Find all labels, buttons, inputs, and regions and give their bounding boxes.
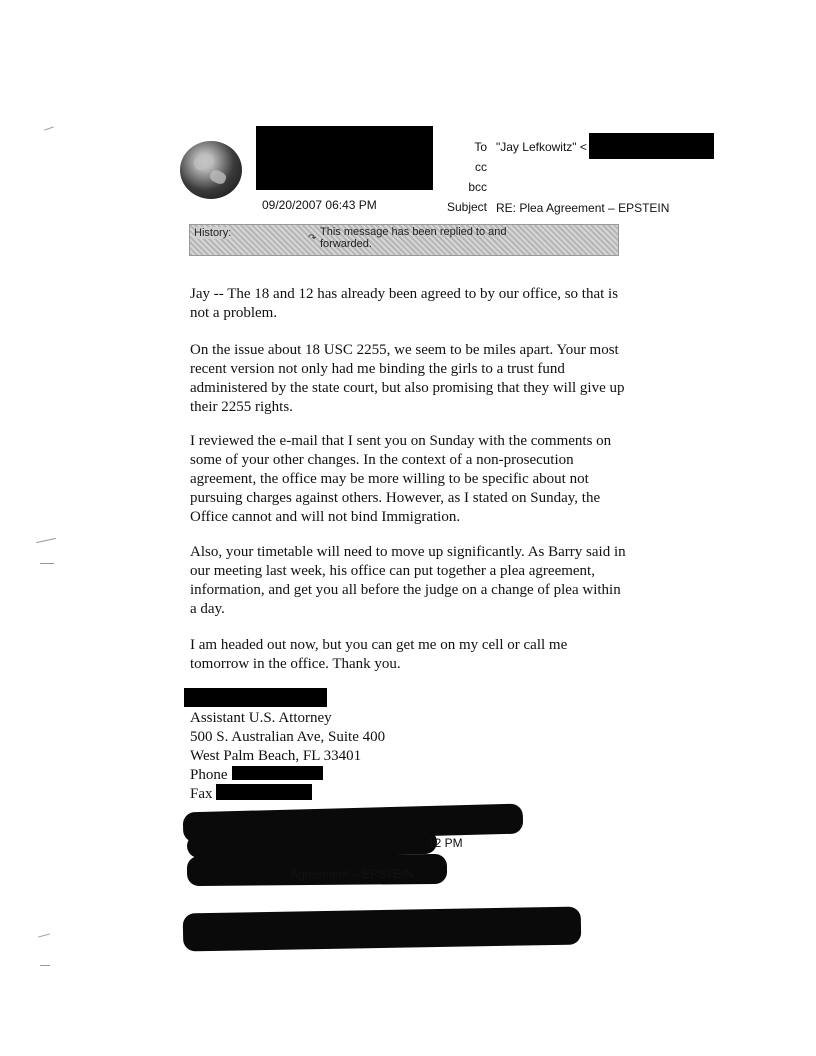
redacted-sender-name bbox=[256, 126, 433, 190]
to-label: To bbox=[474, 140, 487, 154]
bcc-label: bcc bbox=[468, 180, 487, 194]
signature-phone-label: Phone bbox=[190, 767, 228, 783]
body-paragraph-1: Jay -- The 18 and 12 has already been agreed to by our office, so that is not a problem. bbox=[190, 286, 619, 321]
redacted-recipient-email bbox=[589, 133, 714, 159]
sender-avatar bbox=[180, 141, 242, 199]
scan-speck bbox=[36, 538, 56, 543]
body-paragraph-2: On the issue about 18 USC 2255, we seem to be miles apart. Your most recent version not only had me binding the girls to a trust fund administered by the state court, but also promising that they will give up their 2255 rights. bbox=[190, 342, 625, 415]
scan-speck bbox=[38, 933, 50, 937]
email-subject: RE: Plea Agreement – EPSTEIN bbox=[496, 201, 670, 215]
redacted-fax-number bbox=[216, 784, 312, 800]
scan-speck bbox=[40, 563, 54, 564]
partial-visible-time: 12 PM bbox=[428, 836, 463, 850]
redacted-phone-number bbox=[232, 766, 323, 780]
history-label: History: bbox=[194, 227, 232, 239]
to-recipient[interactable]: "Jay Lefkowitz" < bbox=[496, 140, 587, 154]
body-paragraph-5: I am headed out now, but you can get me on my cell or call me tomorrow in the office. Thank you. bbox=[190, 637, 568, 672]
redacted-signature-name bbox=[184, 688, 327, 707]
signature-address-line1: 500 S. Australian Ave, Suite 400 bbox=[190, 729, 386, 745]
signature-address-line2: West Palm Beach, FL 33401 bbox=[190, 748, 362, 764]
scan-speck bbox=[40, 965, 50, 966]
partial-visible-subject: Agreement – EPSTEIN bbox=[290, 867, 414, 881]
signature-fax-label: Fax bbox=[190, 786, 213, 802]
scan-speck bbox=[44, 126, 54, 130]
signature-title: Assistant U.S. Attorney bbox=[190, 710, 332, 726]
body-paragraph-3: I reviewed the e-mail that I sent you on Sunday with the comments on some of your other changes. In the context of a non-prosecution agreement, the office may be more willing to be specific about not pursuing charges against others. However, as I stated on Sunday, the Office cannot and will not bind Immigration. bbox=[190, 433, 612, 525]
email-date: 09/20/2007 06:43 PM bbox=[262, 198, 377, 212]
reply-forward-icon: ↷ bbox=[308, 233, 317, 244]
body-paragraph-4: Also, your timetable will need to move up significantly. As Barry said in our meeting last week, his office can put together a plea agreement, information, and get you all before the judge on a change of plea within a day. bbox=[190, 544, 626, 617]
marker-redaction-4 bbox=[183, 907, 582, 952]
cc-label: cc bbox=[475, 160, 487, 174]
subject-label: Subject bbox=[446, 200, 487, 214]
history-message: This message has been replied to and forwarded. bbox=[320, 226, 507, 250]
history-bar bbox=[189, 224, 619, 256]
